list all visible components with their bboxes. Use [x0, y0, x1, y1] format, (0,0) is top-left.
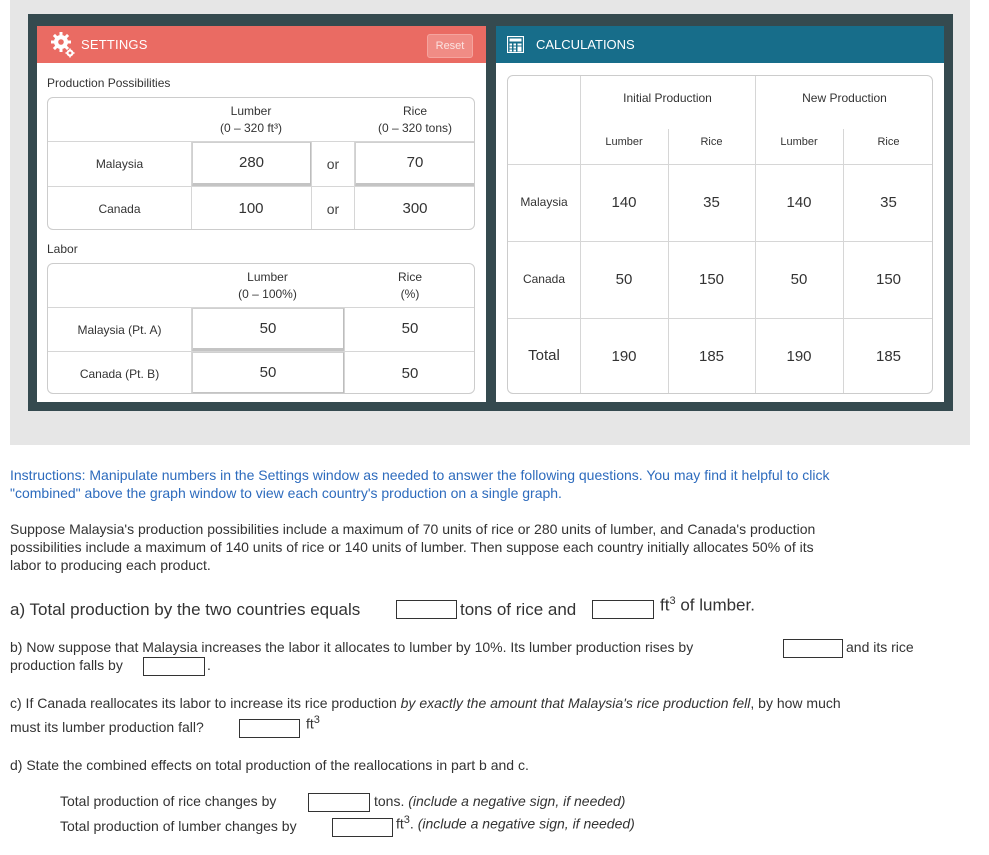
calc-country-canada: Canada	[522, 272, 566, 286]
labor-header-rice-unit: (%)	[400, 287, 420, 301]
question-d-rice-unit: tons. (include a negative sign, if needed)	[374, 793, 626, 809]
question-a-prefix: a) Total production by the two countries equals	[10, 600, 361, 619]
new-production-header: New Production	[802, 91, 887, 105]
labor-country-malaysia: Malaysia (Pt. A)	[77, 323, 162, 337]
scenario-line-1: Suppose Malaysia's production possibilities include a maximum of 70 units of rice or 280 units of lumber, and Canada's production	[10, 521, 816, 537]
labor-header-rice: Rice	[397, 270, 422, 284]
malaysia-lumber-max-input[interactable]: 280	[192, 142, 311, 186]
pp-header-lumber-range: (0 – 320 ft³)	[219, 121, 283, 135]
question-b-line-1: b) Now suppose that Malaysia increases the labor it allocates to lumber by 10%. Its lumber production rises by	[10, 639, 694, 655]
scenario-line-2: possibilities include a maximum of 140 units of rice or 140 units of lumber. Then suppose each country initially allocates 50% of its	[10, 539, 814, 555]
canada-rice-labor-value: 50	[401, 365, 419, 382]
question-c-line-2: must its lumber production fall?	[10, 719, 204, 735]
question-a-middle: tons of rice and	[460, 600, 577, 619]
pp-header-rice-range: (0 – 320 tons)	[377, 121, 453, 135]
malaysia-new-rice: 35	[880, 194, 897, 211]
answer-d-lumber-change-input[interactable]	[332, 818, 393, 837]
initial-production-header: Initial Production	[623, 91, 712, 105]
canada-new-lumber: 50	[790, 271, 808, 288]
canada-new-rice: 150	[875, 271, 902, 288]
total-initial-rice: 185	[698, 348, 725, 365]
calculations-header	[496, 26, 944, 63]
new-rice-header: Rice	[877, 136, 900, 148]
initial-rice-header: Rice	[700, 136, 723, 148]
calc-total-label: Total	[528, 347, 560, 364]
malaysia-lumber-labor-input[interactable]: 50	[192, 308, 344, 351]
question-b-end: .	[207, 657, 211, 673]
initial-lumber-header: Lumber	[605, 136, 643, 148]
superscript-3: 3	[403, 814, 410, 826]
answer-a-lumber-input[interactable]	[592, 600, 654, 619]
answer-b-rice-fall-input[interactable]	[143, 657, 205, 676]
calculations-panel	[496, 26, 944, 402]
settings-header	[37, 26, 486, 63]
labor-label: Labor	[47, 242, 78, 256]
instructions-line-1: Instructions: Manipulate numbers in the Settings window as needed to answer the following questions. You may find it helpful to click	[10, 467, 830, 483]
reset-button[interactable]: Reset	[427, 34, 473, 58]
scenario-line-3: labor to producing each product.	[10, 557, 211, 573]
calculations-table	[507, 75, 933, 394]
question-c-line-1: c) If Canada reallocates its labor to increase its rice production by exactly the amount that Malaysia's rice production fell, by how much	[10, 695, 841, 711]
or-text: or	[326, 201, 340, 217]
malaysia-rice-labor-value: 50	[401, 320, 419, 337]
question-c-unit: $ft^3$	[306, 714, 320, 732]
calc-country-malaysia: Malaysia	[520, 195, 568, 209]
question-d-lumber-label: Total production of lumber changes by	[60, 818, 297, 834]
pp-header-lumber: Lumber	[230, 104, 272, 118]
question-d-rice-label: Total production of rice changes by	[60, 793, 277, 809]
pp-country-canada: Canada	[98, 202, 141, 216]
answer-a-rice-input[interactable]	[396, 600, 457, 619]
instructions-line-2: "combined" above the graph window to view each country's production on a single graph.	[10, 485, 562, 501]
pp-header-rice: Rice	[402, 104, 427, 118]
labor-header-lumber-range: (0 – 100%)	[238, 287, 297, 301]
superscript-3: 3	[669, 595, 676, 607]
canada-lumber-max-value: 100	[238, 200, 264, 217]
malaysia-rice-max-input[interactable]: 70	[355, 142, 475, 186]
answer-d-rice-change-input[interactable]	[308, 793, 370, 812]
pp-country-malaysia: Malaysia	[95, 157, 144, 171]
settings-title: SETTINGS	[81, 37, 148, 52]
labor-header-lumber: Lumber	[247, 270, 288, 284]
canada-lumber-labor-input[interactable]: 50	[192, 352, 344, 394]
gear-icon	[49, 30, 77, 60]
question-a-unit: $ft^3$ of lumber.	[660, 595, 755, 615]
canada-initial-lumber: 50	[615, 271, 633, 288]
question-b-after-box: and its rice	[846, 639, 914, 655]
total-initial-lumber: 190	[611, 348, 637, 365]
total-new-rice: 185	[875, 348, 902, 365]
superscript-3: 3	[313, 714, 320, 726]
calculator-icon	[507, 36, 524, 53]
malaysia-initial-lumber: 140	[611, 194, 637, 211]
malaysia-initial-rice: 35	[703, 194, 720, 211]
answer-c-lumber-fall-input[interactable]	[239, 719, 300, 738]
labor-table	[47, 263, 475, 394]
canada-initial-rice: 150	[698, 271, 725, 288]
total-new-lumber: 190	[786, 348, 812, 365]
new-lumber-header: Lumber	[780, 136, 818, 148]
production-possibilities-label: Production Possibilities	[47, 76, 171, 90]
production-possibilities-table	[47, 97, 475, 230]
question-b-line-2: production falls by	[10, 657, 123, 673]
or-text: or	[326, 156, 340, 172]
settings-panel	[37, 26, 486, 402]
malaysia-new-lumber: 140	[786, 194, 812, 211]
question-d-prompt: d) State the combined effects on total production of the reallocations in part b and c.	[10, 757, 529, 773]
answer-b-lumber-rise-input[interactable]	[783, 639, 843, 658]
question-d-lumber-unit: $ft^3$. (include a negative sign, if needed)	[396, 814, 635, 832]
canada-rice-max-value: 300	[402, 200, 428, 217]
labor-country-canada: Canada (Pt. B)	[79, 367, 160, 381]
calculations-title: CALCULATIONS	[536, 37, 635, 52]
